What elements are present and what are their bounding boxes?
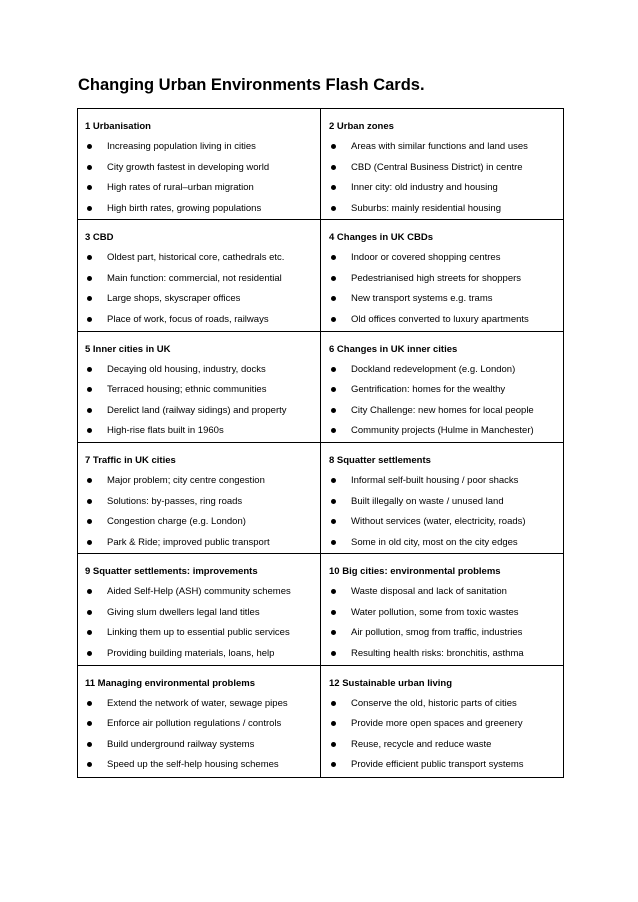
bullet-icon [87,721,92,726]
bullet-icon [331,630,336,635]
card-heading: 7 Traffic in UK cities [85,455,176,466]
list-item-text: Aided Self-Help (ASH) community schemes [107,586,291,598]
bullet-icon [331,317,336,322]
list-item [85,496,320,507]
bullet-icon [87,742,92,747]
list-item-text: Informal self-built housing / poor shacks [351,475,519,486]
card-heading: 6 Changes in UK inner cities [329,343,458,355]
bullet-icon [331,651,336,656]
list-item-text: City Challenge: new homes for local people [351,404,534,416]
list-item-text: High rates of rural–urban migration [107,182,254,193]
list-item-text: Major problem; city centre congestion [107,475,265,486]
card-bullet-list [85,252,320,325]
flash-card-3 [78,220,321,331]
list-item [329,475,563,486]
list-item-text: Giving slum dwellers legal land titles [107,606,260,618]
card-bullet-list [85,475,320,548]
list-item [85,252,320,263]
bullet-icon [331,255,336,260]
bullet-icon [87,499,92,504]
bullet-icon [331,701,336,706]
list-item-text: Some in old city, most on the city edges [351,536,518,548]
list-item [329,607,563,618]
list-item-text: Reuse, recycle and reduce waste [351,738,492,750]
card-heading: 12 Sustainable urban living [329,677,453,689]
bullet-icon [87,701,92,706]
list-item-text: CBD (Central Business District) in centre [351,161,523,173]
list-item-text: Suburbs: mainly residential housing [351,202,501,214]
list-item [85,739,320,750]
flash-card-grid [77,108,564,778]
list-item [329,586,563,597]
list-item [85,586,320,597]
bullet-icon [331,540,336,545]
bullet-icon [87,540,92,545]
card-heading: 9 Squatter settlements: improvements [85,566,258,578]
card-heading: 2 Urban zones [329,121,394,132]
list-item-text: Community projects (Hulme in Manchester) [351,425,534,437]
list-item-text: High birth rates, growing populations [107,202,262,214]
list-item [329,759,563,770]
flash-card-12 [321,666,563,777]
card-bullet-list [85,698,320,771]
bullet-icon [331,206,336,211]
bullet-icon [331,144,336,149]
bullet-icon [87,762,92,767]
list-item [85,425,320,436]
list-item [85,162,320,173]
list-item-text: Water pollution, some from toxic wastes [351,606,519,618]
list-item-text: Inner city: old industry and housing [351,182,498,193]
card-heading: 3 CBD [85,232,114,244]
list-item-text: New transport systems e.g. trams [351,293,493,305]
list-item [85,698,320,709]
list-item [329,182,563,193]
bullet-icon [87,255,92,260]
list-item-text: Increasing population living in cities [107,141,256,152]
bullet-icon [87,428,92,433]
list-item [329,739,563,750]
list-item [329,162,563,173]
list-item-text: Build underground railway systems [107,738,255,750]
list-item [329,537,563,548]
bullet-icon [87,296,92,301]
list-item [329,273,563,284]
page-title: Changing Urban Environments Flash Cards. [78,76,425,94]
bullet-icon [87,630,92,635]
list-item [329,516,563,527]
bullet-icon [87,387,92,392]
list-item [85,273,320,284]
list-item [85,607,320,618]
flash-card-10 [321,554,563,665]
bullet-icon [87,610,92,615]
card-bullet-list [329,698,563,771]
bullet-icon [87,206,92,211]
bullet-icon [87,519,92,524]
list-item-text: City growth fastest in developing world [107,161,270,173]
bullet-icon [331,387,336,392]
card-bullet-list [85,364,320,437]
flash-card-1 [78,109,321,220]
list-item [329,293,563,304]
list-item [85,364,320,375]
list-item [85,182,320,193]
list-item-text: Areas with similar functions and land uses [351,141,528,152]
list-item-text: Resulting health risks: bronchitis, asthma [351,647,524,659]
card-bullet-list [85,141,320,214]
list-item [329,648,563,659]
bullet-icon [87,317,92,322]
list-item-text: Waste disposal and lack of sanitation [351,586,507,598]
bullet-icon [331,762,336,767]
list-item-text: Terraced housing; ethnic communities [107,384,267,396]
bullet-icon [331,165,336,170]
bullet-icon [331,276,336,281]
bullet-icon [331,742,336,747]
bullet-icon [87,144,92,149]
list-item-text: Solutions: by-passes, ring roads [107,495,243,507]
bullet-icon [331,519,336,524]
list-item-text: Old offices converted to luxury apartments [351,313,529,325]
bullet-icon [331,296,336,301]
list-item-text: High-rise flats built in 1960s [107,425,224,437]
list-item-text: Oldest part, historical core, cathedrals etc. [107,252,285,264]
list-item-text: Built illegally on waste / unused land [351,495,504,507]
flash-card-2 [321,109,563,220]
flash-card-8 [321,443,563,554]
flash-card-4 [321,220,563,331]
list-item [85,405,320,416]
bullet-icon [87,589,92,594]
list-item-text: Provide efficient public transport systems [351,759,524,771]
list-item [329,364,563,375]
list-item-text: Air pollution, smog from traffic, industries [351,627,523,639]
flash-card-6 [321,332,563,443]
bullet-icon [331,721,336,726]
list-item-text: Congestion charge (e.g. London) [107,516,246,527]
list-item [329,698,563,709]
list-item-text: Pedestrianised high streets for shoppers [351,272,522,284]
list-item [85,627,320,638]
list-item-text: Conserve the old, historic parts of cities [351,697,517,709]
list-item [85,475,320,486]
list-item-text: Speed up the self-help housing schemes [107,759,279,771]
list-item [85,648,320,659]
bullet-icon [331,367,336,372]
card-bullet-list [329,252,563,325]
list-item-text: Indoor or covered shopping centres [351,252,501,264]
list-item-text: Provide more open spaces and greenery [351,718,523,730]
card-heading: 1 Urbanisation [85,121,151,132]
bullet-icon [87,651,92,656]
bullet-icon [331,589,336,594]
list-item-text: Place of work, focus of roads, railways [107,313,269,325]
list-item [329,141,563,152]
card-heading: 4 Changes in UK CBDs [329,232,433,244]
list-item-text: Large shops, skyscraper offices [107,293,241,305]
list-item-text: Decaying old housing, industry, docks [107,363,266,375]
list-item-text: Gentrification: homes for the wealthy [351,384,506,396]
list-item [85,384,320,395]
list-item [85,516,320,527]
list-item-text: Enforce air pollution regulations / controls [107,718,282,730]
list-item [329,425,563,436]
bullet-icon [331,408,336,413]
list-item [85,314,320,325]
list-item [329,627,563,638]
bullet-icon [331,610,336,615]
list-item-text: Park & Ride; improved public transport [107,536,270,548]
list-item [85,141,320,152]
bullet-icon [331,428,336,433]
list-item [329,405,563,416]
list-item [329,252,563,263]
list-item [85,537,320,548]
bullet-icon [331,185,336,190]
bullet-icon [87,185,92,190]
list-item [329,496,563,507]
list-item [85,759,320,770]
card-heading: 5 Inner cities in UK [85,343,171,355]
card-heading: 8 Squatter settlements [329,455,431,466]
card-heading: 10 Big cities: environmental problems [329,566,501,578]
flash-card-11 [78,666,321,777]
card-bullet-list [329,364,563,437]
list-item-text: Main function: commercial, not residential [107,272,282,284]
bullet-icon [87,165,92,170]
list-item [85,293,320,304]
list-item [329,203,563,214]
list-item-text: Without services (water, electricity, roads) [351,516,526,527]
bullet-icon [87,408,92,413]
card-bullet-list [329,141,563,214]
list-item-text: Providing building materials, loans, help [107,647,275,659]
list-item [85,718,320,729]
flash-card-9 [78,554,321,665]
card-bullet-list [85,586,320,659]
list-item [329,314,563,325]
bullet-icon [87,367,92,372]
list-item [85,203,320,214]
list-item-text: Dockland redevelopment (e.g. London) [351,363,516,375]
bullet-icon [87,478,92,483]
card-bullet-list [329,475,563,548]
card-heading: 11 Managing environmental problems [85,677,255,689]
list-item-text: Derelict land (railway sidings) and property [107,404,287,416]
bullet-icon [331,478,336,483]
bullet-icon [331,499,336,504]
list-item [329,718,563,729]
list-item-text: Extend the network of water, sewage pipes [107,697,288,709]
flash-card-5 [78,332,321,443]
card-bullet-list [329,586,563,659]
list-item [329,384,563,395]
list-item-text: Linking them up to essential public services [107,627,290,639]
bullet-icon [87,276,92,281]
flash-card-7 [78,443,321,554]
